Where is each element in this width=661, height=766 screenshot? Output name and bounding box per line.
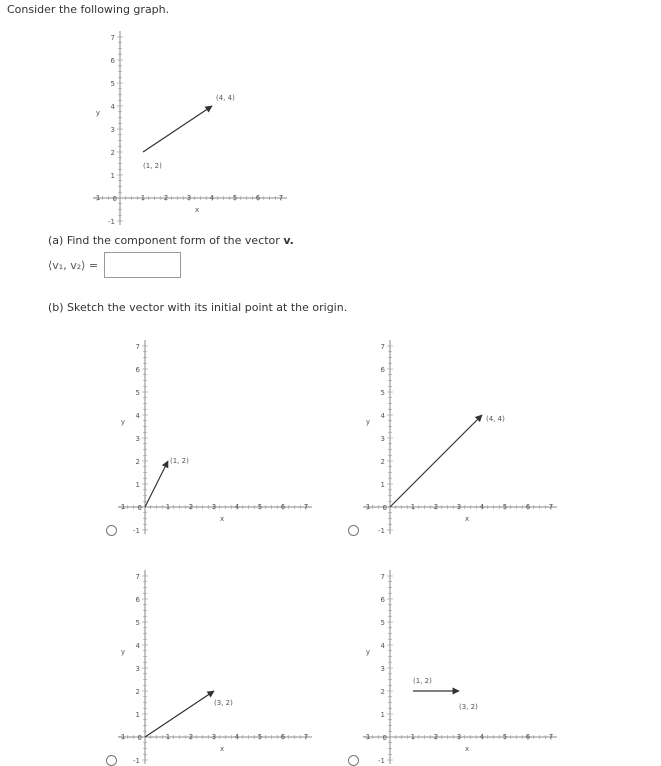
y-tick-label: 4 xyxy=(135,412,140,420)
vector-arrow xyxy=(145,461,168,507)
y-tick-label: 4 xyxy=(135,642,140,650)
y-tick-label: 2 xyxy=(380,458,385,466)
option-1-graph xyxy=(118,337,318,535)
x-tick-label: 1 xyxy=(165,503,171,511)
x-tick-label: 5 xyxy=(502,733,508,741)
option-3-radio[interactable] xyxy=(106,755,117,766)
y-tick-label: 4 xyxy=(380,642,385,650)
origin-label: 0 xyxy=(137,504,142,512)
point-label: (4, 4) xyxy=(486,415,505,423)
y-tick-label: 4 xyxy=(380,412,385,420)
x-tick-label: -1 xyxy=(93,194,101,202)
x-tick-label: 3 xyxy=(186,194,192,202)
x-tick-label: 4 xyxy=(209,194,215,202)
x-tick-label: -1 xyxy=(363,733,371,741)
main-graph xyxy=(92,28,292,226)
component-form-label: ⟨v₁, v₂⟩ = xyxy=(48,258,99,272)
y-tick-label: -1 xyxy=(378,527,385,535)
y-tick-label: 7 xyxy=(380,343,385,351)
y-tick-label: 6 xyxy=(135,366,140,374)
y-tick-label: 3 xyxy=(110,126,115,134)
point-label: (3, 2) xyxy=(214,699,233,707)
x-tick-label: 1 xyxy=(165,733,171,741)
y-tick-label: 5 xyxy=(135,619,140,627)
x-axis-label: x xyxy=(219,515,225,523)
y-tick-label: 6 xyxy=(110,57,115,65)
prompt-text: Consider the following graph. xyxy=(7,3,170,16)
option-2-radio[interactable] xyxy=(348,525,359,536)
x-tick-label: 2 xyxy=(433,503,439,511)
x-tick-label: 3 xyxy=(211,733,217,741)
vector-arrow xyxy=(390,415,482,507)
y-axis-label: y xyxy=(95,109,101,118)
x-tick-label: 7 xyxy=(548,503,554,511)
x-tick-label: 5 xyxy=(257,503,263,511)
component-form-input[interactable] xyxy=(104,252,181,278)
x-tick-label: -1 xyxy=(118,733,126,741)
x-tick-label: 3 xyxy=(456,733,462,741)
x-tick-label: 4 xyxy=(234,503,240,511)
part-b-question: (b) Sketch the vector with its initial point at the origin. xyxy=(48,301,348,314)
y-tick-label: -1 xyxy=(378,757,385,765)
x-axis-label: x xyxy=(464,515,470,523)
y-tick-label: 1 xyxy=(135,481,140,489)
y-tick-label: 6 xyxy=(380,366,385,374)
y-axis-label: y xyxy=(365,648,371,657)
vector-arrow xyxy=(143,106,212,152)
x-tick-label: 2 xyxy=(163,194,169,202)
point-label: (4, 4) xyxy=(216,94,235,102)
x-tick-label: 7 xyxy=(303,733,309,741)
x-tick-label: 6 xyxy=(280,503,286,511)
x-tick-label: 5 xyxy=(257,733,263,741)
y-tick-label: 2 xyxy=(135,458,140,466)
y-tick-label: 6 xyxy=(135,596,140,604)
option-2-graph xyxy=(360,337,560,535)
y-tick-label: 7 xyxy=(380,573,385,581)
x-tick-label: 5 xyxy=(232,194,238,202)
y-tick-label: 7 xyxy=(135,343,140,351)
y-tick-label: 5 xyxy=(110,80,115,88)
x-tick-label: 4 xyxy=(479,733,485,741)
x-tick-label: 4 xyxy=(234,733,240,741)
y-tick-label: -1 xyxy=(133,757,140,765)
point-label: (1, 2) xyxy=(143,162,162,170)
y-axis-label: y xyxy=(120,418,126,427)
x-tick-label: 2 xyxy=(188,733,194,741)
x-tick-label: 4 xyxy=(479,503,485,511)
part-a-question xyxy=(48,234,294,247)
y-tick-label: 1 xyxy=(110,172,115,180)
y-tick-label: 3 xyxy=(135,665,140,673)
origin-label: 0 xyxy=(112,195,117,203)
y-axis-label: y xyxy=(365,418,371,427)
option-4-radio[interactable] xyxy=(348,755,359,766)
y-tick-label: 1 xyxy=(135,711,140,719)
y-tick-label: 3 xyxy=(380,665,385,673)
x-tick-label: 1 xyxy=(410,733,416,741)
x-tick-label: 7 xyxy=(278,194,284,202)
x-axis-label: x xyxy=(219,745,225,753)
x-tick-label: 2 xyxy=(188,503,194,511)
y-tick-label: -1 xyxy=(108,218,115,226)
x-tick-label: 5 xyxy=(502,503,508,511)
x-tick-label: 6 xyxy=(525,503,531,511)
part-a-question-text: (a) Find the component form of the vector xyxy=(48,234,284,247)
y-tick-label: 5 xyxy=(380,389,385,397)
x-tick-label: 6 xyxy=(280,733,286,741)
y-axis-label: y xyxy=(120,648,126,657)
y-tick-label: 3 xyxy=(135,435,140,443)
origin-label: 0 xyxy=(137,734,142,742)
y-tick-label: 6 xyxy=(380,596,385,604)
point-label: (1, 2) xyxy=(413,677,432,685)
x-tick-label: 6 xyxy=(255,194,261,202)
y-tick-label: 2 xyxy=(380,688,385,696)
x-tick-label: 6 xyxy=(525,733,531,741)
y-tick-label: 4 xyxy=(110,103,115,111)
origin-label: 0 xyxy=(382,734,387,742)
y-tick-label: 7 xyxy=(135,573,140,581)
point-label: (3, 2) xyxy=(459,703,478,711)
origin-label: 0 xyxy=(382,504,387,512)
y-tick-label: 5 xyxy=(380,619,385,627)
point-label: (1, 2) xyxy=(170,457,189,465)
vector-arrow xyxy=(145,691,214,737)
x-tick-label: -1 xyxy=(363,503,371,511)
x-tick-label: 1 xyxy=(410,503,416,511)
y-tick-label: 3 xyxy=(380,435,385,443)
x-tick-label: -1 xyxy=(118,503,126,511)
x-axis-label: x xyxy=(464,745,470,753)
x-tick-label: 3 xyxy=(211,503,217,511)
vector-v-label: v. xyxy=(283,234,294,247)
option-1-radio[interactable] xyxy=(106,525,117,536)
y-tick-label: 2 xyxy=(110,149,115,157)
x-axis-label: x xyxy=(194,206,200,214)
x-tick-label: 1 xyxy=(140,194,146,202)
y-tick-label: 2 xyxy=(135,688,140,696)
option-3-graph xyxy=(118,567,318,765)
x-tick-label: 7 xyxy=(303,503,309,511)
y-tick-label: -1 xyxy=(133,527,140,535)
option-4-graph xyxy=(360,567,560,765)
y-tick-label: 7 xyxy=(110,34,115,42)
part-a-answer-row xyxy=(48,251,181,279)
y-tick-label: 1 xyxy=(380,481,385,489)
y-tick-label: 5 xyxy=(135,389,140,397)
x-tick-label: 2 xyxy=(433,733,439,741)
x-tick-label: 3 xyxy=(456,503,462,511)
x-tick-label: 7 xyxy=(548,733,554,741)
y-tick-label: 1 xyxy=(380,711,385,719)
